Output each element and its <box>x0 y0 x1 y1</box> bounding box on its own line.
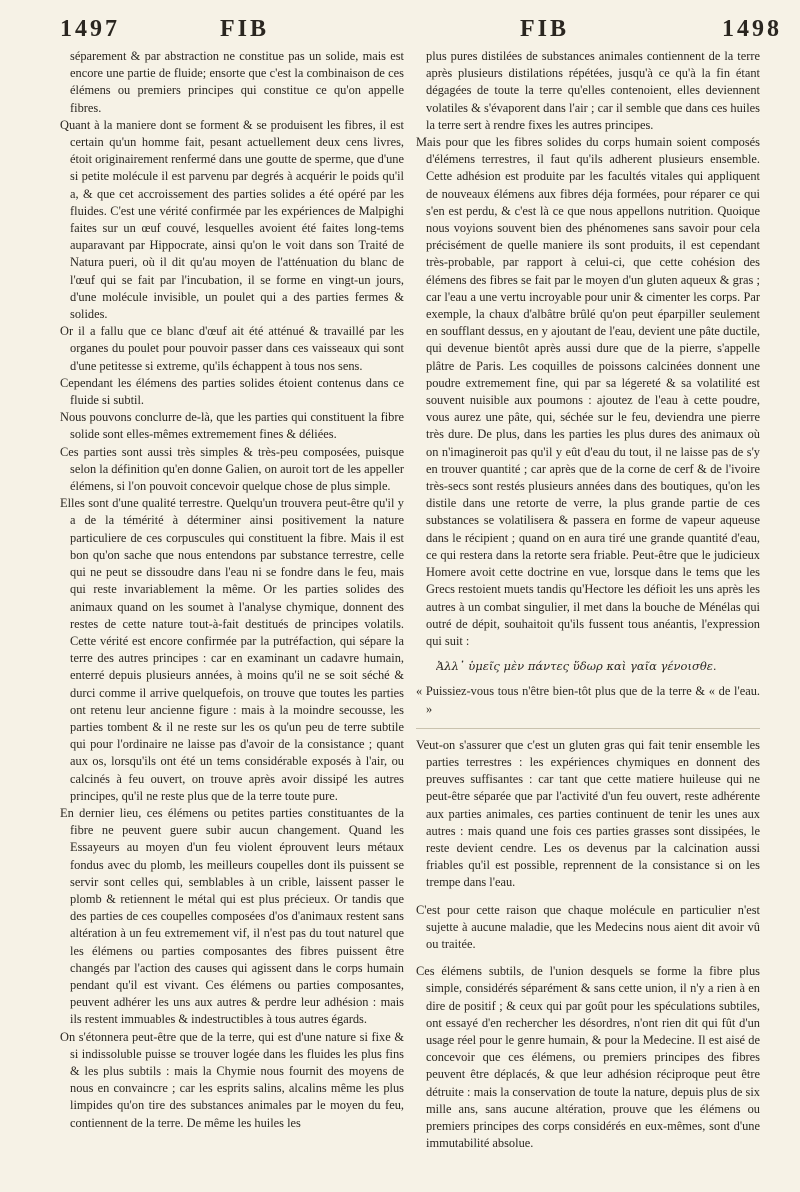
right-column <box>416 48 760 1152</box>
running-title-left: FIB <box>220 16 270 42</box>
paragraph: Ces élémens subtils, de l'union desquels se forme la fibre plus simple, considérés séparément & sans cette union, il n'y a rien à en dire de positif ; & ceux qui par goût pour les spéculations subtiles, ont essayé d'en rechercher les désordres, n'ont rien dit qui fût d'un usage réel pour le genre humain, & pour la Medecine. Il est aisé de concevoir que ces élémens, ou premiers principes des fibres peuvent être déplacés, & que leur adhésion réciproque peut être détruite : mais la conservation de toute la nature, depuis plus de six mille ans, sans aucune altération, prouve que les élémens ou premiers principes des corps considérés en eux-mêmes, sont d'une immutabilité absolue. <box>416 964 760 1151</box>
paragraph: C'est pour cette raison que chaque molécule en particulier n'est sujette à aucune maladie, que les Medecins nous aient dit avoir vû ou traitée. <box>416 902 760 951</box>
page-number-right: 1498 <box>722 16 782 42</box>
running-header <box>60 14 790 44</box>
paragraph: En dernier lieu, ces élémens ou petites parties constituantes de la fibre ne peuvent guere subir aucun changement. Quand les Essayeurs au moyen d'un feu violent éprouvent leurs métaux fondus avec du plomb, les meilleurs coupelles dont ils puissent se servir sont celles qui, semblables à un crible, laissent passer le plomb & retiennent le métal qui est plus précieux. Or tandis que des parties de ces coupelles composées d'os d'animaux restent sans altération à un feu extremement vif, il n'est pas du tout naturel que les élémens ou parties composantes des fibres puissent être changés par l'action des causes qui agissent dans le corps humain pendant qu'il est vivant. Ces élémens ou parties composantes, peuvent adhérer les uns aux autres & perdre leur adhésion : mais ils restent immuables & indestructibles à tous autres égards. <box>60 805 404 1027</box>
paragraph: Cependant les élémens des parties solides étoient contenus dans ce fluide si subtil. <box>60 375 404 408</box>
paragraph: Ces parties sont aussi très simples & très-peu composées, puisque selon la définition qu'en donne Galien, on auroit tort de les appeller élémens, si l'on pouvoit concevoir quelque chose de plus simple. <box>60 444 404 494</box>
paragraph: Mais pour que les fibres solides du corps humain soient composés d'élémens terrestres, il faut qu'ils adherent plusieurs ensemble. Cette adhésion est produite par les facultés vitales qui appliquent de nouveaux élémens aux fibres déja formées, pour réparer ce qui s'en est perdu, & c'est là ce que nous appellons nutrition. Quoique nous voyions souvent bien des phénomenes sans savoir pour cela précisément de quelle maniere ils sont produits, il est cependant très-probable, par rapport à celui-ci, que cette cohésion des élémens des fibres se fait par le moyen d'un gluten aqueux & gras ; car l'eau a une vertu incroyable pour unir & cimenter les corps. Par exemple, la chaux d'albâtre brûlé qu'on peut éparpiller seulement en soufflant dessus, en y ajoutant de l'eau, devient une pâte ductile, qui devenue bientôt après aussi dure que de la pierre, s'appelle plâtre de Paris. Les coquilles de poissons calcinées donnent une poudre extremement fine, qui par sa légereté & sa volatilité est souvent nuisible aux poumons : ajoutez de l'eau à cette poudre, vous aurez une pâte, qui, séchée sur le feu, deviendra une pierre très dure. De plus, dans les parties les plus dures des animaux où on n'imagineroit pas qu'il y eût d'eau du tout, il ne laisse pas de s'y en trouver quantité ; car après que de la corne de cerf & de l'ivoire très-secs sont restés plusieurs années dans des boutiques, qu'on les distile dans une retorte de verre, la plus grande partie de ces substances se volatilisera & passera en forme de vapeur aqueuse dans le récipient ; quand on en aura tiré une grande quantité d'eau, ce qui restera dans la retorte sera friable. Peut-être que le judicieux Homere avoit cette doctrine en vue, lorsque dans le tems que les Grecs restoient muets tandis qu'Hectore les défioit les uns après les autres à un combat singulier, il met dans la bouche de Ménélas qui outré de dépit, souhaitoit qu'ils fussent tous anéantis, l'expression qui suit : <box>416 135 760 648</box>
paragraph: Nous pouvons conclurre de-là, que les parties qui constituent la fibre solide sont elles-mêmes extremement fines & déliées. <box>60 410 404 442</box>
text-columns <box>60 48 790 1152</box>
paragraph: Veut-on s'assurer que c'est un gluten gras qui fait tenir ensemble les parties terrestres : les expériences chymiques en donnent des preuves suffisantes : car tant que cette matiere huileuse qui ne peut-être séparée que par l'activité d'un feu ouvert, reste adhérente aux parties animales, ces parties continuent de tenir les unes aux autres : mais quand une fois ces parties grasses sont dissipées, le reste devient cendre. Les os devenus par la calcination aussi friables qu'il est possible, reprennent de la consistance si on les trempe dans l'eau. <box>416 737 760 890</box>
paragraph: Or il a fallu que ce blanc d'œuf ait été atténué & travaillé par les organes du poulet pour pouvoir passer dans ces vaisseaux qui sont d'une petitesse si extreme, qu'ils échappent à tous nos sens. <box>60 324 404 373</box>
paragraph: Elles sont d'une qualité terrestre. Quelqu'un trouvera peut-être qu'il y a de la témérité à déterminer ainsi positivement la nature particuliere de ces corpuscules qui constituent la fibre. Mais il est bon qu'on sache que nous entendons par substance terrestre, celle qui ne peut se dissoudre dans l'eau ni se fondre dans le feu, mais qui reste invariablement la même. Or les parties solides des animaux quand on les soumet à l'analyse chymique, donnent des restes de cette nature tout-à-fait destitués de principes volatils. Cette vérité est encore confirmée par la putréfaction, qui sépare la terre des autres principes : car en examinant un cadavre humain, enterré depuis plusieurs années, à moins qu'il ne se soit séché & durci comme il arrive quelquefois, on trouve que toutes les parties ont retenu leur ancienne figure : mais à la moindre secousse, les parties tombent & il ne reste sur les os qu'un peu de terre subtile qui pour l'ordinaire ne laisse pas d'avoir de la consistance ; quant aux os, lorsqu'ils ont été un tems considérable exposés à l'air, ou calcinés à feu ouvert, on trouve après avoir dissipé les autres principes, qu'il ne reste plus que de la terre toute pure. <box>60 496 404 803</box>
paragraph: On s'étonnera peut-être que de la terre, qui est d'une nature si fixe & si indissoluble puisse se trouver logée dans les fluides les plus fins & les plus subtils : mais la Chymie nous fournit des moyens de nous en convaincre ; car les esprits salins, alcalins même les plus limpides qu'on tire des substances animales par le moyen du feu, contiennent de la terre. De même les huiles les <box>60 1029 404 1130</box>
french-translation-quote: « Puissiez-vous tous n'être bien-tôt plus que de la terre & « de l'eau. » <box>416 684 760 716</box>
page-number-left: 1497 <box>60 16 120 42</box>
left-column <box>60 48 404 1152</box>
paragraph: séparement & par abstraction ne constitue pas un solide, mais est encore une partie de fluide; ensorte que c'est la combinaison de ces élémens ou premiers principes qui constitue ce qu'on appelle fibres. <box>70 49 404 115</box>
divider <box>416 728 760 729</box>
paragraph: plus pures distilées de substances animales contiennent de la terre après plusieurs distilations répétées, jusqu'à ce qu'à la fin étant dégagées de toute la terre qu'elles contenoient, elles deviennent volatiles & s'évaporent dans l'air ; car il semble que dans ces huiles la terre sert à rendre fixes les autres principes. <box>426 49 760 132</box>
greek-quotation: Ἀλλ᾽ ὑμεῖς μὲν πάντες ὕδωρ καὶ γαῖα γένοισθε. <box>436 659 717 674</box>
paragraph: Quant à la maniere dont se forment & se produisent les fibres, il est certain qu'un homme fait, pesant actuellement deux cens livres, étoit originairement renfermé dans une goutte de sperme, que d'une si petite molécule il est parvenu par degrés à acquérir le poids qu'il a, & que cet accroissement des parties solides a été opéré par les fluides. C'est une vérité confirmée par les expériences de Malpighi faites sur un œuf couvé, lesquelles avoient été faites long-tems auparavant par Hippocrate, ainsi qu'on le voit dans son Traité de Natura pueri, où il dit qu'au moyen de l'atténuation du blanc de l'œuf qui se fait par l'incubation, il se forme en vingt-un jours, d'une molécule invisible, un poulet qui a des parties fermes & solides. <box>60 117 404 322</box>
running-title-right: FIB <box>520 16 570 42</box>
